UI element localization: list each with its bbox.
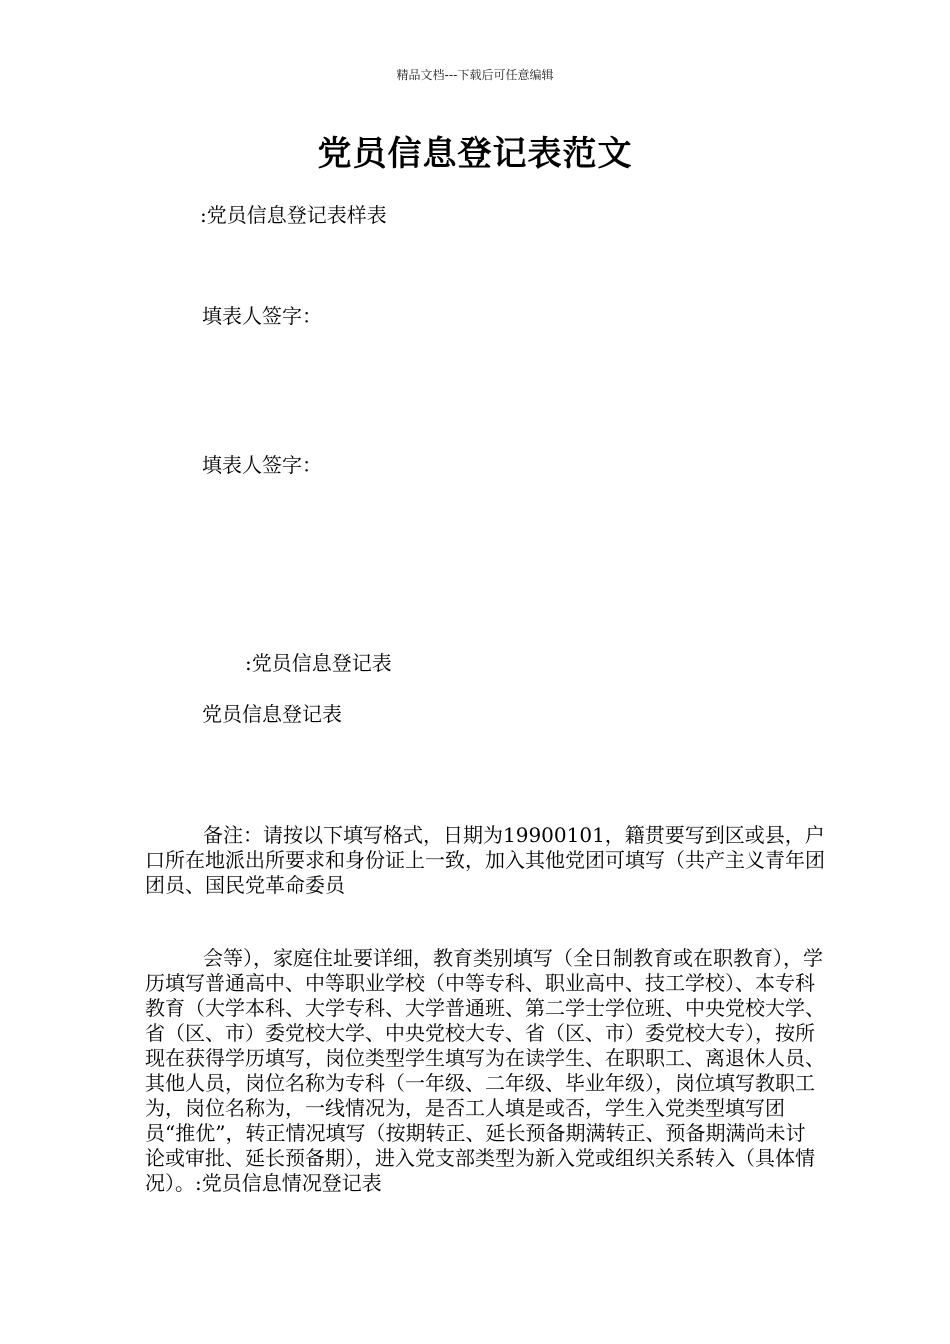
form-heading-2: 党员信息登记表: [202, 702, 342, 726]
page-header-text: 精品文档---下载后可任意编辑: [396, 68, 554, 82]
note-paragraph-1: 备注：请按以下填写格式，日期为19900101，籍贯要写到区或县，户口所在地派出所要求和身份证上一致，加入其他党团可填写（共产主义青年团团员、国民党革命委员: [145, 823, 825, 897]
note-paragraph-2: 会等），家庭住址要详细，教育类别填写（全日制教育或在职教育），学历填写普通高中、中等职业学校（中等专科、职业高中、技工学校）、本专科教育（大学本科、大学专科、大学普通班、第二学士学位班、中央党校大学、省（区、市）委党校大学、中央党校大专、省（区、市）委党校大专），按所现在获得学历填写，岗位类型学生填写为在读学生、在职职工、离退休人员、其他人员，岗位名称为专科（一年级、二年级、毕业年级），岗位填写教职工为，岗位名称为，一线情况为，是否工人填是或否，学生入党类型填写团员“推优”，转正情况填写（按期转正、延长预备期满转正、预备期满尚未讨论或审批、延长预备期），进入党支部类型为新入党或组织关系转入（具体情况）。:党员信息情况登记表: [145, 946, 825, 1195]
sample-table-label: :党员信息登记表样表: [200, 203, 387, 227]
signature-label-2: 填表人签字：: [202, 453, 322, 477]
document-title: 党员信息登记表范文: [317, 134, 633, 174]
signature-label-1: 填表人签字：: [202, 304, 322, 328]
form-heading-1: :党员信息登记表: [245, 651, 392, 675]
